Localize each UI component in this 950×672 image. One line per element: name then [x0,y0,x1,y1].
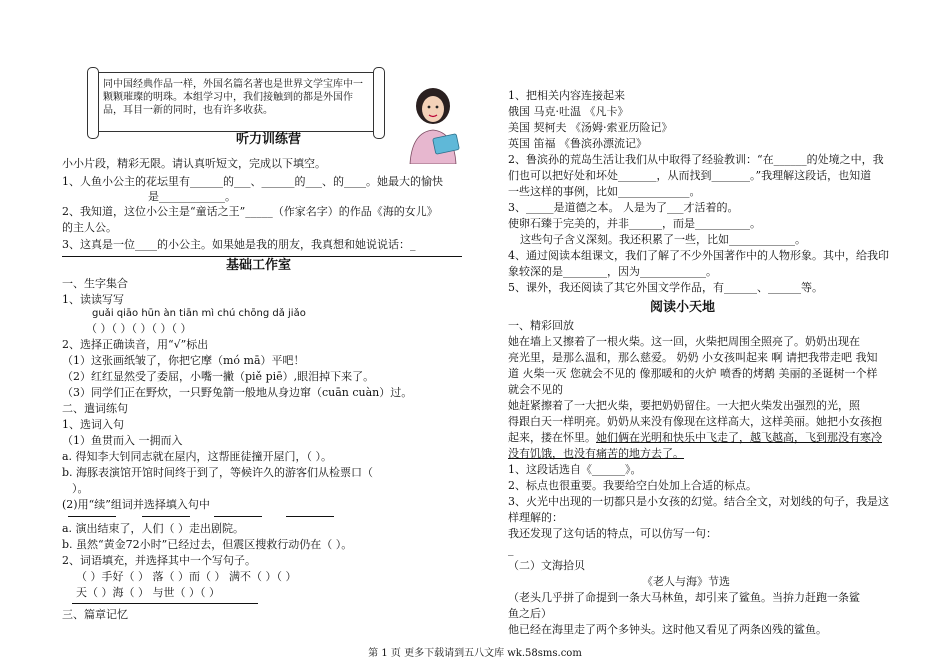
text-line: 一、精彩回放 [508,319,574,332]
text-line: 是____________。 [148,190,236,203]
text-line: a. 得知李大钊同志就在屋内，这帮匪徒撞开屋门，（ ）。 [62,450,333,463]
text-line: （2）红红显然受了委屈，小嘴一撇（piě piē）,眼泪掉下来了。 [62,370,375,383]
reading-title: 阅读小天地 [650,300,716,315]
page-footer: 第 1 页 更多下载请到五八文库 wk.58sms.com [368,648,582,659]
text-line: 英国 笛福 《鲁滨孙漂流记》 [508,137,647,150]
text-line: 使卵石臻于完美的，并非______，而是__________。 [508,217,761,230]
text-line: 2、我知道，这位小公主是“童话之王”_____（作家名字）的作品《海的女儿》 [62,205,438,218]
text-line: 他已经在海里走了两个多钟头。这时他又看见了两条凶残的鲨鱼。 [508,623,827,636]
text-line: ）。 [72,482,89,495]
text-line: 2、词语填充，并选择其中一个写句子。 [62,554,256,567]
text-line: 3、这真是一位____的小公主。如果她是我的朋友，我真想和她说说话：_ [62,238,416,251]
text-line: 她在墙上又擦着了一根火柴。这一回，火柴把周围全照亮了。奶奶出现在 [508,335,860,348]
text-line: 3、_____是道德之本。 人是为了___才活着的。 [508,201,739,214]
text-line [508,430,882,446]
answer-brackets: （ ）（ ）（ ）（ ）（ ） [86,322,192,335]
intro-text: 同中国经典作品一样，外国名篇名著也是世界文学宝库中一颗颗璀璨的明珠。本组学习中，我们接触到的都是外国作品，耳目一新的同时，也有许多收获。 [103,79,363,116]
text-line: 天（ ）海（ ） 与世（ ）（ ） [76,586,220,599]
text-line: a. 演出结束了，人们（ ）走出剧院。 [62,522,245,535]
text-line: 的主人公。 [62,221,117,234]
text-line: 样理解的： [508,511,563,524]
listening-title: 听力训练营 [236,132,302,147]
text-line: 一些这样的事例，比如_____________。 [508,185,701,198]
text-line: (2)用“续”组词并选择填入句中 [62,498,210,511]
text-line: 1、把相关内容连接起来 [508,89,625,102]
text-line: 1、选词入句 [62,418,124,431]
answer-line [72,603,258,604]
answer-line [62,256,462,257]
text-line: 她赶紧擦着了一大把火柴，要把奶奶留住。一大把火柴发出强烈的光，照 [508,399,860,412]
text-line: 1、人鱼小公主的花坛里有______的___、______的___、的____。她最大的愉快 [62,175,443,188]
text-line: 象较深的是________，因为____________。 [508,265,717,278]
text-line: （二）文海拾贝 [508,559,585,572]
underlined-sentence: 她们俩在光明和快乐中飞走了，越飞越高，飞到那没有寒冷 [596,431,882,444]
text-line: （ ）手好（ ） 落（ ）而（ ） 满不（ ）（ ） [76,570,297,583]
text-line: 二、遣词练句 [62,402,128,415]
answer-line [214,516,262,517]
text-line: （老头几乎拼了命提到一条大马林鱼，却引来了鲨鱼。当拚力赶跑一条鲨 [508,591,860,604]
text-line: 美国 契柯夫 《汤姆·索亚历险记》 [508,121,673,134]
pinyin-line: guǎi qiāo hūn àn tiān mì chú chōng dǎ jiǎo [92,308,306,319]
text-line: 俄国 马克·吐温 《凡卡》 [508,105,629,118]
answer-line [68,516,116,517]
text-line: （3）同学们正在野炊，一只野兔箭一般地从身边窜（cuān cuàn）过。 [62,386,413,399]
text-line: 鱼之后） [508,607,552,620]
text-line: 亮光里，是那么温和，那么慈爱。 奶奶 小女孩叫起来 啊 请把我带走吧 我知 [508,351,878,364]
text-line: 2、选择正确读音，用“√”标出 [62,338,209,351]
text-line: （1）这张画纸皱了，你把它摩（mó mā）平吧！ [62,354,305,367]
text-line: b. 虽然“黄金72小时”已经过去，但震区搜救行动仍在（ ）。 [62,538,353,551]
text-line: 小小片段，精彩无限。请认真听短文，完成以下填空。 [62,157,326,170]
text-line: b. 海豚表演馆开馆时间终于到了，等候许久的游客们从检票口（ [62,466,374,479]
text-line: 2、标点也很重要。我要给空白处加上合适的标点。 [508,479,757,492]
text-line: 我还发现了这句话的特点，可以仿写一句： [508,527,717,540]
text-line: 5、课外，我还阅读了其它外国文学作品，有______、______等。 [508,281,823,294]
text-line: 道 火柴一灭 您就会不见的 像那暖和的火炉 喷香的烤鹅 美丽的圣诞树一个样 [508,367,878,380]
text-line: 三、篇章记忆 [62,608,128,621]
answer-line [286,516,334,517]
text-line: 这些句子含义深刻。我还积累了一些，比如____________。 [520,233,806,246]
text-line: 们也可以把好处和坏处_______，从而找到_______。”我理解这段话，也知道 [508,169,872,182]
intro-scroll-box [92,72,380,132]
text-line: 1、读读写写 [62,293,124,306]
text-line: _ [508,543,514,556]
text-line: 《老人与海》节选 [642,575,730,588]
text-line: 1、这段话选自《______》。 [508,463,642,476]
underlined-sentence: 没有饥饿，也没有痛苦的地方去了。 [508,447,684,460]
text-span: 起来，搂在怀里。 [508,431,596,444]
text-line: 4、通过阅读本组课文，我们了解了不少外国著作中的人物形象。其中，给我印 [508,249,889,262]
text-line: 就会不见的 [508,383,563,396]
answer-line [142,516,190,517]
text-line: （1）鱼贯而入 一拥而入 [62,434,183,447]
text-line: 2、鲁滨孙的荒岛生活让我们从中取得了经验教训：“在______的处境之中，我 [508,153,884,166]
text-line: 3、火光中出现的一切都只是小女孩的幻觉。结合全文，对划线的句子，我是这 [508,495,889,508]
text-line: 得跟白天一样明亮。奶奶从来没有像现在这样高大，这样美丽。她把小女孩抱 [508,415,882,428]
teacher-illustration-icon [398,84,468,164]
text-line: 一、生字集合 [62,277,128,290]
basics-title: 基础工作室 [226,258,292,273]
